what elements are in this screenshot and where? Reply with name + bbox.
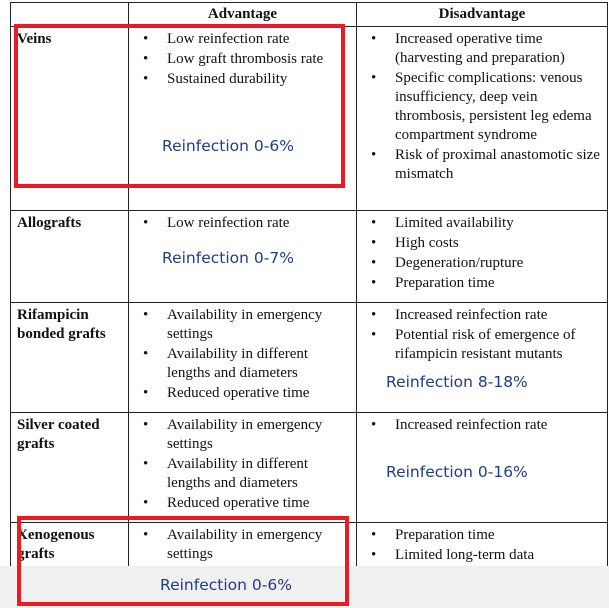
rifampicin-reinfection-note: Reinfection 8-18% [386, 373, 528, 391]
list-item: • Degeneration/rupture [395, 254, 601, 273]
list-item: • Preparation time [395, 274, 601, 293]
list-item: • Risk of proximal anastomotic size mismatch [395, 146, 601, 184]
list-item: • Limited availability [395, 214, 601, 233]
list-item: • Low reinfection rate [167, 214, 350, 233]
row-category: Veins [11, 27, 129, 211]
list-item: • Increased reinfection rate [395, 416, 601, 435]
disadvantages-cell [357, 303, 608, 413]
list-item: • Limited long-term data [395, 546, 601, 565]
veins-highlight-box [14, 24, 345, 188]
table-row-allografts [11, 211, 608, 303]
disadvantages-cell [357, 523, 608, 567]
list-item: • Availability in emergency settings [167, 306, 350, 344]
list-item: • Availability in different lengths and diameters [167, 455, 350, 493]
list-item: • Low graft thrombosis rate [167, 50, 350, 69]
disadvantages-cell [357, 211, 608, 303]
row-category: Rifampicin bonded grafts [11, 303, 129, 413]
header-disadvantage: Disadvantage [357, 3, 608, 27]
xenogenous-reinfection-note: Reinfection 0-6% [160, 576, 292, 594]
advantages-cell [129, 413, 357, 523]
veins-reinfection-note: Reinfection 0-6% [162, 137, 294, 155]
silver-reinfection-note: Reinfection 0-16% [386, 463, 528, 481]
list-item: • Specific complications: venous insufficiency, deep vein thrombosis, persistent leg edema compartment syndrome [395, 69, 601, 145]
table-header-row [11, 3, 608, 27]
header-blank [11, 3, 129, 27]
header-advantage: Advantage [129, 3, 357, 27]
row-category: Xenogenous grafts [11, 523, 129, 567]
advantages-cell [129, 303, 357, 413]
table-row-rifampicin [11, 303, 608, 413]
list-item: • Availability in emergency settings [167, 416, 350, 454]
list-item: • Availability in emergency settings [167, 526, 350, 564]
disadvantages-cell [357, 27, 608, 211]
list-item: • Potential risk of emergence of rifampicin resistant mutants [395, 326, 601, 364]
row-category: Allografts [11, 211, 129, 303]
list-item: • Increased reinfection rate [395, 306, 601, 325]
list-item: • Increased operative time (harvesting and preparation) [395, 30, 601, 68]
allografts-reinfection-note: Reinfection 0-7% [162, 249, 294, 267]
row-category: Silver coated grafts [11, 413, 129, 523]
list-item: • Reduced operative time [167, 494, 350, 513]
xenogenous-highlight-box [17, 516, 349, 606]
list-item: • Preparation time [395, 526, 601, 545]
list-item: • Availability in different lengths and diameters [167, 345, 350, 383]
list-item: • Low reinfection rate [167, 30, 350, 49]
list-item: • Reduced operative time [167, 384, 350, 403]
list-item: • High costs [395, 234, 601, 253]
list-item: • Sustained durability [167, 70, 350, 89]
